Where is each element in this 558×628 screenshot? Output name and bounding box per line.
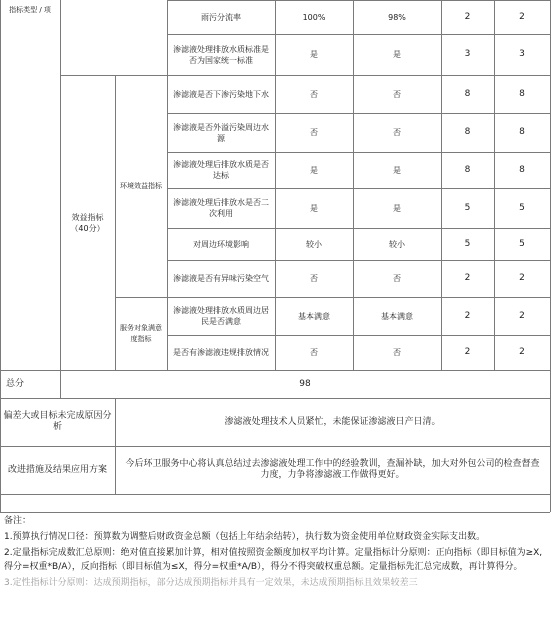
- weight-value: 5: [464, 238, 471, 249]
- score-value: 8: [519, 88, 525, 99]
- actual-value: 是: [393, 165, 401, 175]
- indicator-label: 是否有渗滤液违规排放情况: [173, 348, 269, 357]
- indicator-label: 渗滤液处理后排放水是否二次利用: [173, 198, 269, 218]
- deviation-label: 偏差大或目标未完成原因分析: [3, 411, 112, 432]
- actual-value: 98%: [388, 12, 406, 22]
- target-value: 否: [310, 274, 318, 283]
- weight-value: 2: [464, 273, 471, 283]
- target-value: 100%: [302, 12, 326, 22]
- improvement-bottom-line: [0, 494, 550, 495]
- right-border: [550, 0, 551, 512]
- note-item-1: 1.预算执行情况口径：预算数为调整后财政资金总额（包括上年结余结转），执行数为资金使用单位财政资金实际支出数。: [4, 532, 486, 542]
- notes-title: 备注：: [4, 516, 32, 526]
- actual-value: 否: [393, 348, 401, 357]
- header-fragment: 指标类型 / 项: [9, 5, 51, 14]
- score-value: 5: [519, 202, 525, 213]
- weight-value: 8: [464, 164, 471, 175]
- notes-section: [4, 514, 550, 592]
- score-value: 2: [519, 310, 525, 321]
- target-value: 是: [310, 165, 318, 175]
- note-item-3: 3.定性指标计分原则：达成预期指标，部分达成预期指标并具有一定效果，未达成预期指标且效果较差三: [4, 578, 418, 588]
- actual-value: 基本满意: [381, 311, 413, 321]
- indicator-label: 渗滤液处理排放水质周边居民是否满意: [173, 306, 269, 326]
- indicator-label: 渗滤液处理后排放水质是否达标: [173, 160, 269, 180]
- notes-top-line: [0, 512, 550, 513]
- improvement-value: 今后环卫服务中心将认真总结过去渗滤液处理工作中的经验教训，查漏补缺，加大对外包公司的检查督查力度，力争将渗滤液工作做得更好。: [125, 459, 540, 480]
- target-value: 是: [310, 203, 318, 213]
- total-value: 98: [299, 378, 311, 389]
- actual-value: 否: [393, 89, 401, 99]
- score-value: 8: [519, 164, 525, 175]
- weight-value: 2: [464, 347, 471, 357]
- target-value: 否: [310, 348, 318, 357]
- indicator-label: 对周边环境影响: [193, 239, 249, 249]
- indicator-label: 渗滤液处理排放水质标准是否为国家统一标准: [173, 44, 269, 65]
- weight-value: 2: [464, 11, 471, 22]
- total-label: 总分: [6, 378, 25, 389]
- score-value: 2: [519, 273, 525, 283]
- weight-value: 3: [464, 49, 471, 59]
- score-value: 2: [519, 347, 525, 357]
- note-item-2: 2.定量指标完成数汇总原则：绝对值直接累加计算，相对值按照资金额度加权平均计算。定量指标计分原则：正向指标（即目标值为≥X,得分=权重*B/A），反向指标（即目标值为≤X，得分=权重*A/B），得分不得突破权重总额。定量指标先汇总完成数，再计算得分。: [4, 548, 543, 572]
- target-value: 是: [310, 50, 318, 59]
- weight-value: 2: [464, 310, 471, 321]
- actual-value: 否: [393, 128, 401, 137]
- actual-value: 是: [393, 50, 401, 59]
- target-value: 否: [310, 89, 318, 99]
- target-value: 基本满意: [298, 311, 330, 321]
- service-satisfaction-label: 服务对象满意度指标: [120, 323, 162, 343]
- actual-value: 是: [393, 203, 401, 213]
- actual-value: 较小: [389, 239, 405, 249]
- env-benefit-label: 环境效益指标: [120, 181, 162, 190]
- score-value: 5: [519, 238, 525, 249]
- score-value: 3: [519, 49, 525, 59]
- indicator-label: 渗滤液是否下渗污染地下水: [173, 89, 269, 99]
- indicator-label: 渗滤液是否有异味污染空气: [173, 274, 269, 283]
- indicator-label: 渗滤液是否外溢污染周边水源: [173, 122, 269, 143]
- weight-value: 8: [464, 88, 471, 99]
- actual-value: 否: [393, 274, 401, 283]
- benefit-indicator-label: 效益指标（40分）: [70, 212, 105, 233]
- weight-value: 8: [464, 127, 471, 137]
- target-value: 较小: [306, 239, 322, 249]
- improvement-label: 改进措施及结果应用方案: [7, 464, 107, 475]
- score-value: 2: [519, 11, 525, 22]
- score-value: 8: [519, 127, 525, 137]
- deviation-value: 渗滤液处理技术人员紧忙，未能保证渗滤液日产日清。: [224, 416, 441, 427]
- target-value: 否: [310, 128, 318, 137]
- indicator-label: 雨污分流率: [201, 12, 241, 22]
- weight-value: 5: [464, 202, 471, 213]
